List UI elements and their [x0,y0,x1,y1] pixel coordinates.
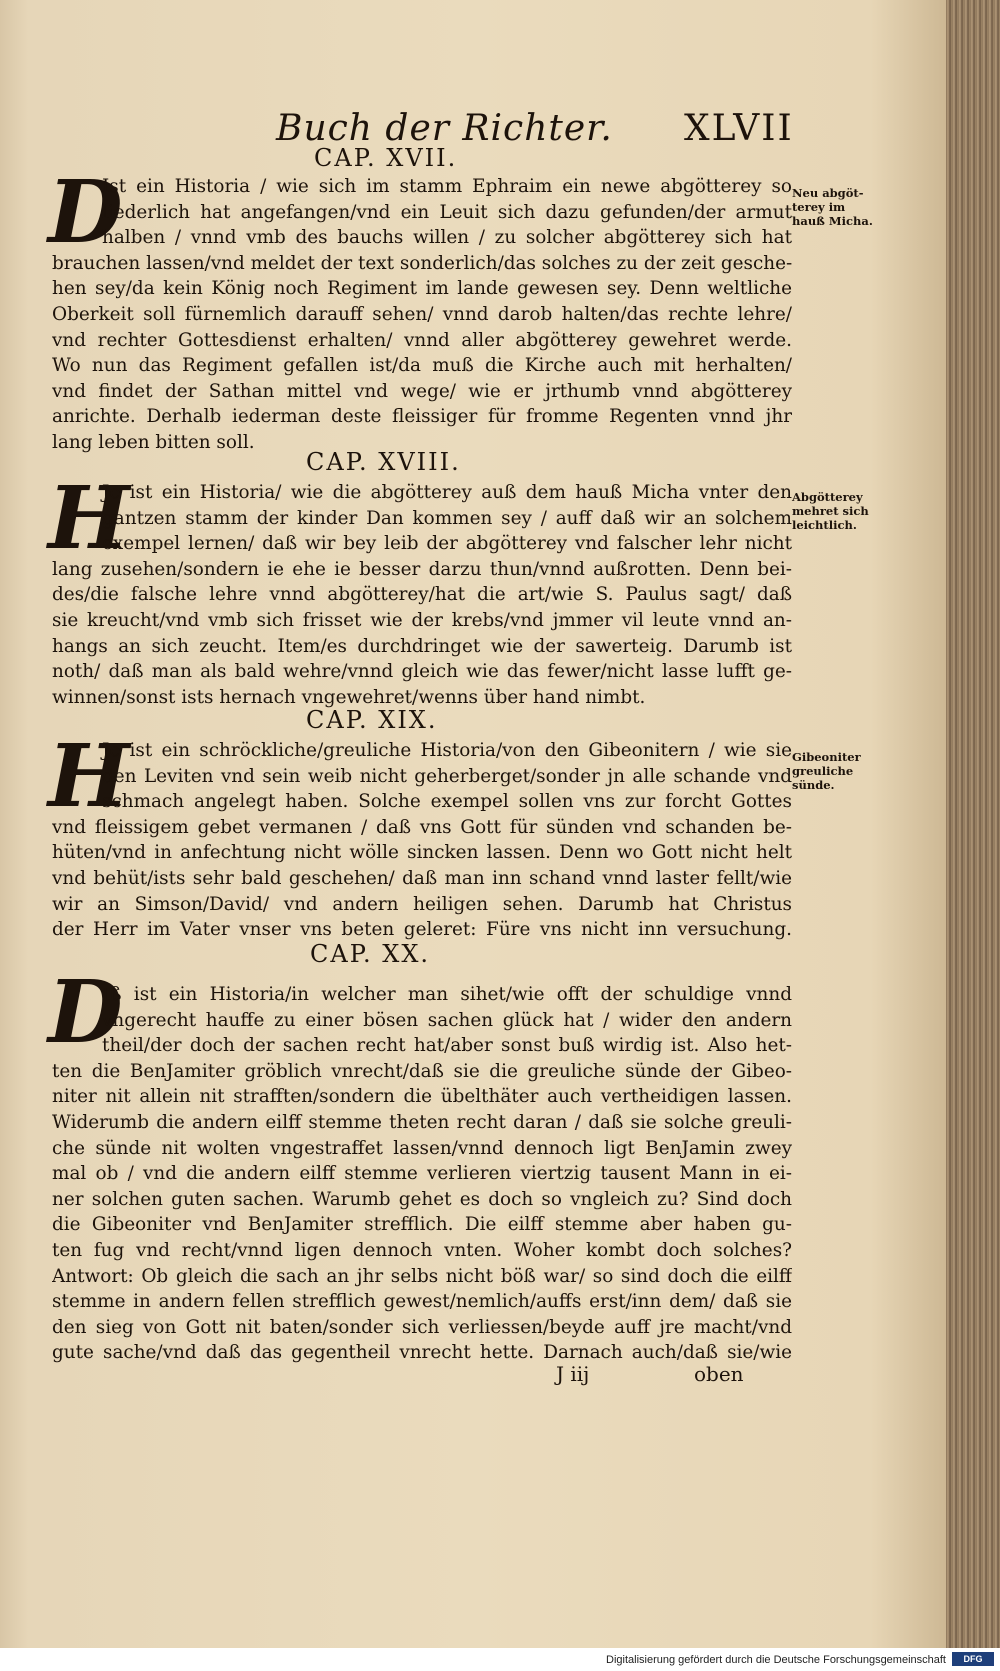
text-line: sie kreucht/vnd vmb sich frisset wie der krebs/vnd jmmer vil leute vnnd an- [52,609,792,631]
funding-notice: Digitalisierung gefördert durch die Deutsche Forschungsgemeinschaft [606,1654,946,1666]
text-line: lang zusehen/sondern ie ehe ie besser darzu thun/vnnd außrotten. Denn bei- [52,558,792,580]
text-line: des/die falsche lehre vnnd abgötterey/hat die art/wie S. Paulus sagt/ daß [52,584,792,606]
text-line: ten fug vnd recht/vnnd ligen dennoch vnten. Woher kombt doch solches? [52,1239,792,1261]
text-line: vnd findet der Sathan mittel vnd wege/ wie er jrthumb vnnd abgötterey [52,380,792,402]
margin-note: Neu abgöt- terey im hauß Micha. [792,186,873,228]
running-title: Buch der Richter. [276,108,613,149]
text-line: mal ob / vnd die andern eilff stemme verlieren viertzig tausent Mann in ei- [52,1163,792,1185]
margin-note: Abgötterey mehret sich leichtlich. [792,490,869,532]
text-line: den sieg von Gott nit baten/sonder sich verliessen/beyde auff jre macht/vnd [52,1316,792,1338]
chapter-heading: CAP. XVIII. [306,448,461,476]
chapter-text [52,738,792,943]
chapter-heading: CAP. XIX. [306,706,438,734]
text-line: stemme in andern fellen strefflich gewest/nemlich/auffs erst/inn dem/ daß sie [52,1291,792,1313]
text-line: noth/ daß man als bald wehre/vnnd gleich wie das fewer/nicht lasse lufft ge- [52,661,792,683]
text-line: che sünde nit wolten vngestraffet lassen/vnnd dennoch ligt BenJamin zwey [52,1137,792,1159]
text-line: Wo nun das Regiment gefallen ist/da muß die Kirche auch mit herhalten/ [52,355,792,377]
text-line: vnd fleissigem gebet vermanen / daß vns Gott für sünden vnd schanden be- [52,816,792,838]
chapter-text [52,982,792,1366]
text-line: theil/der doch der sachen recht hat/aber sonst buß wirdig ist. Also het- [102,1035,792,1057]
text-line: Je ist ein schröckliche/greuliche Historia/von den Gibeonitern / wie sie [102,740,792,761]
text-line: die Gibeoniter vnd BenJamiter strefflich. Die eilff stemme aber haben gu- [52,1214,792,1236]
page-edge [946,0,1000,1648]
text-line: halben / vnnd vmb des bauchs willen / zu solcher abgötterey sich hat [102,227,792,249]
text-line: vnd behüt/ists sehr bald geschehen/ daß man inn schand vnnd laster fellt/wie [52,867,792,889]
signature-mark: J iij [556,1362,590,1386]
text-line: exempel lernen/ daß wir bey leib der abgötterey vnd falscher lehr nicht [102,533,792,555]
text-line: vngerecht hauffe zu einer bösen sachen glück hat / wider den andern [102,1009,792,1031]
chapter-heading: CAP. XVII. [314,144,458,172]
text-line: den Leviten vnd sein weib nicht geherberget/sonder jn alle schande vnd [102,765,792,787]
drop-capital: D [48,162,123,263]
text-line: hangs an sich zeucht. Item/es durchdringet wie der sawerteig. Darumb ist [52,635,792,657]
drop-capital: H [48,726,130,827]
text-line: Ist ein Historia / wie sich im stamm Ephraim ein newe abgötterey so [102,176,792,197]
text-line: lang leben bitten soll. [52,431,255,453]
text-line: ner solchen guten sachen. Warumb gehet es doch so vngleich zu? Sind doch [52,1188,792,1210]
folio-number: XLVII [684,108,794,149]
footer-bar [0,1648,1000,1671]
text-line: liederlich hat angefangen/vnd ein Leuit sich dazu gefunden/der armut [102,201,792,223]
catchword: oben [694,1362,744,1386]
text-line: schmach angelegt haben. Solche exempel sollen vns zur forcht Gottes [102,791,792,813]
text-line: vnd rechter Gottesdienst erhalten/ vnnd aller abgötterey gewehret werde. [52,329,792,351]
text-line: Je ist ein Historia/ wie die abgötterey auß dem hauß Micha vnter den [102,482,792,503]
text-line: Iß ist ein Historia/in welcher man sihet/wie offt der schuldige vnnd [102,984,792,1005]
text-line: hüten/vnd in anfechtung nicht wölle sincken lassen. Denn wo Gott nicht helt [52,842,792,864]
text-line: wir an Simson/David/ vnd andern heiligen sehen. Darumb hat Christus [52,893,792,915]
text-line: brauchen lassen/vnd meldet der text sonderlich/das solches zu der zeit gesche- [52,252,792,274]
text-line: Oberkeit soll fürnemlich darauff sehen/ vnnd darob halten/das rechte lehre/ [52,303,792,325]
text-line: der Herr im Vater vnser vns beten geleret: Füre vns nicht inn versuchung. [52,919,792,941]
text-line: Antwort: Ob gleich die sach an jhr selbs nicht böß war/ so sind doch die eilff [52,1265,792,1287]
text-line: hen sey/da kein König noch Regiment im lande gewesen sey. Denn weltliche [52,278,792,300]
drop-capital: D [48,962,123,1063]
text-line: gute sache/vnd daß das gegentheil vnrecht hette. Darnach auch/daß sie/wie [52,1342,792,1364]
text-line: niter nit allein nit strafften/sondern die übelthäter auch vertheidigen lassen. [52,1086,792,1108]
margin-note: Gibeoniter greuliche sünde. [792,750,861,792]
dfg-logo: DFG [952,1652,994,1666]
text-line: winnen/sonst ists hernach vngewehret/wenns über hand nimbt. [52,686,646,708]
chapter-text [52,174,792,456]
chapter-text [52,480,792,710]
drop-capital: H [48,468,130,569]
text-line: gantzen stamm der kinder Dan kommen sey / auff daß wir an solchem [102,507,792,529]
text-line: ten die BenJamiter gröblich vnrecht/daß sie die greuliche sünde der Gibeo- [52,1060,792,1082]
chapter-heading: CAP. XX. [310,940,431,968]
text-line: anrichte. Derhalb iederman deste fleissiger für fromme Regenten vnnd jhr [52,406,792,428]
text-line: Widerumb die andern eilff stemme theten recht daran / daß sie solche greuli- [52,1111,792,1133]
